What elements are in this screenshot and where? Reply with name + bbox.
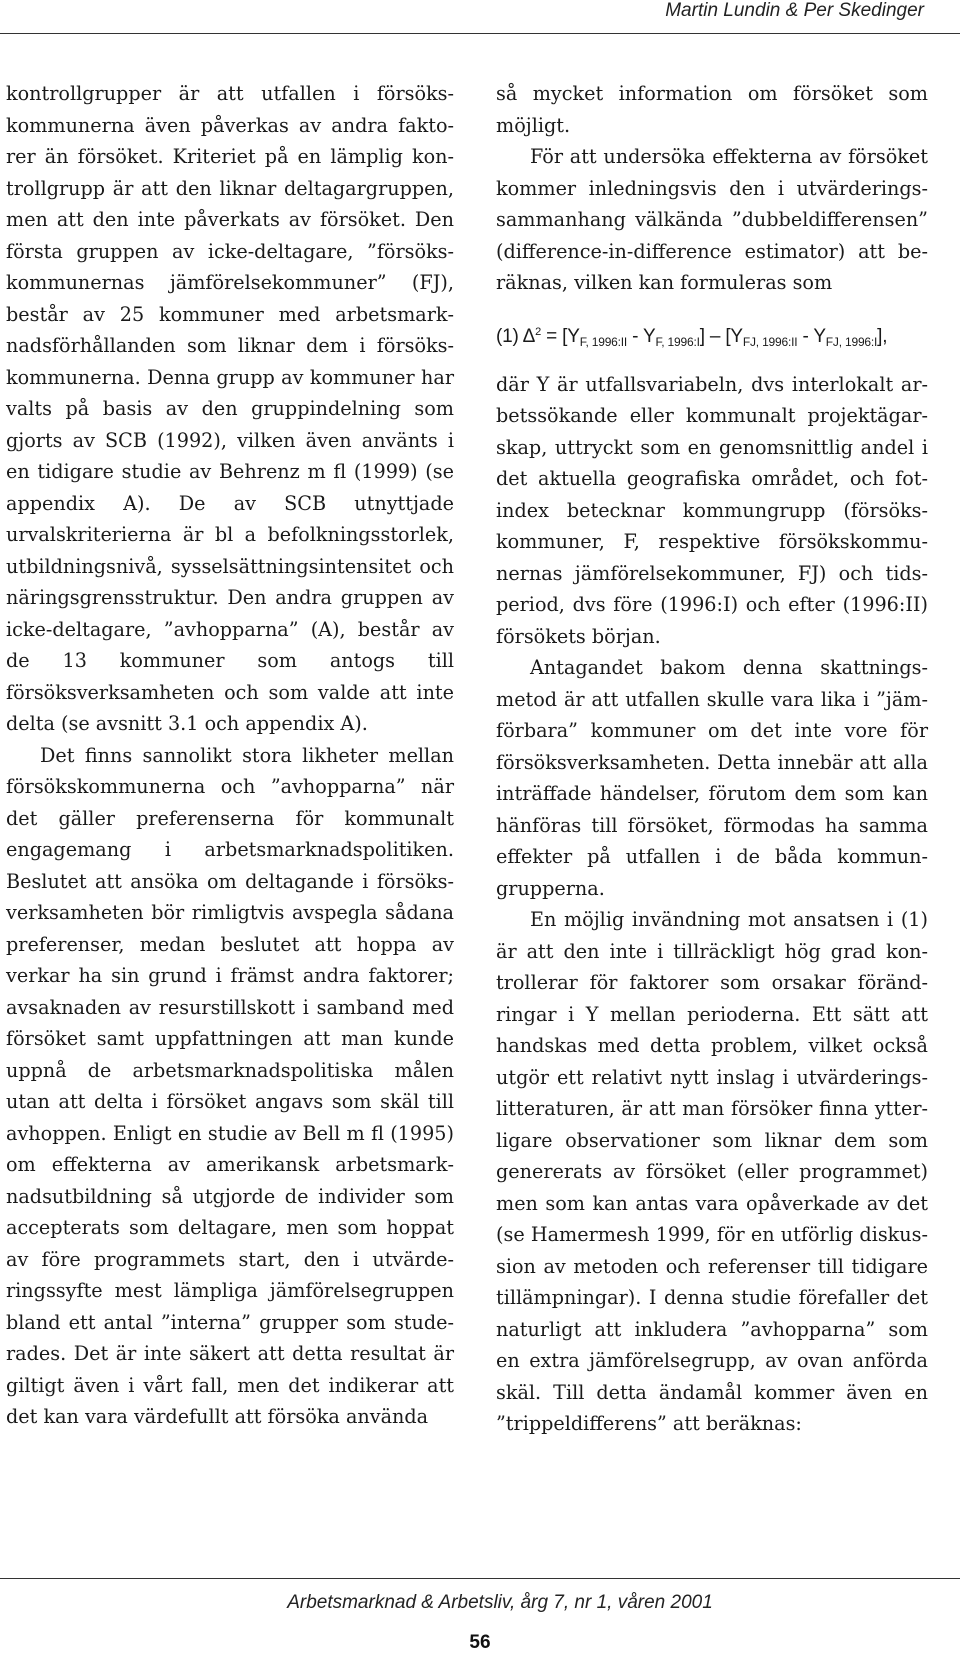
equation-part: ], — [877, 325, 888, 347]
header-divider — [0, 33, 960, 34]
paragraph: Antagandet bakom denna skattningsmetod är att utfallen skulle vara lika i ”jämförbara” kommuner om det inte vore för försöksverksamheten. Detta innebär att alla inträffade händelser, förutom dem som kan hänföras till försöket, förmodas ha samma effekter på utfallen i de båda kommungrupperna. — [496, 656, 928, 900]
footer-divider — [0, 1578, 960, 1579]
paragraph: För att undersöka effekterna av försöket kommer inledningsvis den i utvärderingssammanhang välkända ”dubbeldifferensen” (difference-in-difference estimator) att beräknas, vilken kan formuleras som — [496, 145, 928, 294]
paragraph: så mycket information om försöket som möjligt. — [496, 82, 928, 137]
equation-part: - Y — [797, 325, 826, 347]
subscript: F, 1996:II — [579, 334, 628, 349]
subscript: FJ, 1996:I — [825, 334, 878, 349]
equation-part: ] – [Y — [699, 325, 743, 347]
page-number: 56 — [469, 1632, 491, 1653]
delta-exponent: 2 — [535, 325, 542, 338]
subscript: F, 1996:I — [655, 334, 700, 349]
paragraph: kontrollgrupper är att utfallen i försökskommunerna även påverkas av andra faktorer än försöket. Kriteriet på en lämplig kontrollgrupp är att den liknar deltagargruppen, men att den inte påverkats av försöket. Den första gruppen av icke-deltagare, ”försökskommunernas jämförelsekommuner” (FJ), består av 25 kommuner med arbetsmarknadsförhållanden som liknar dem i försökskommunerna. Denna grupp av kommuner har valts på basis av den gruppindelning som gjorts av SCB (1992), vilken även använts i en tidigare studie av Behrenz m fl (1999) (se appendix A). De av SCB utnyttjade urvalskriterierna är bl a befolkningsstorlek, utbildningsnivå, sysselsättningsintensitet och näringsgrensstruktur. Den andra gruppen av icke-deltagare, ”avhopparna” (A), består av de 13 kommuner som antogs till försöksverksamheten och som valde att inte delta (se avsnitt 3.1 och appendix A). — [6, 82, 454, 735]
equation-1 — [496, 319, 928, 355]
right-column — [496, 78, 928, 1440]
equation-part: - Y — [627, 325, 656, 347]
equation-number: (1) — [496, 325, 519, 347]
subscript: FJ, 1996:II — [742, 334, 798, 349]
left-column — [6, 78, 454, 1433]
journal-citation: Arbetsmarknad & Arbetsliv, årg 7, nr 1, våren 2001 — [287, 1592, 713, 1613]
page-header — [0, 0, 960, 46]
paragraph: där Y är utfallsvariabeln, dvs interlokalt arbetssökande eller kommunalt projektägarskap, uttryckt som en genomsnittlig andel i det aktuella geografiska området, och fotindex betecknar kommungrupp (försökskommuner, F, respektive försökskommunernas jämförelsekommuner, FJ) och tidsperiod, dvs före (1996:I) och efter (1996:II) försökets början. — [496, 372, 928, 648]
running-title: Martin Lundin & Per Skedinger — [665, 0, 924, 21]
delta-symbol: Δ — [522, 325, 536, 347]
equation-part: = [Y — [541, 325, 580, 347]
paragraph: En möjlig invändning mot ansatsen i (1) är att den inte i tillräckligt hög grad kontrollerar för faktorer som orsakar förändringar i Y mellan perioderna. Ett sätt att handskas med detta problem, vilket också utgör ett relativt nytt inslag i utvärderingslitteraturen, är att man försöker finna ytterligare observationer som liknar dem som genererats av försöket (eller programmet) men som kan antas vara opåverkade av det (se Hamermesh 1999, för en utförlig diskussion av metoden och referenser till tidigare tillämpningar). I denna studie förefaller det naturligt att inkludera ”avhopparna” som en extra jämförelsegrupp, av ovan anförda skäl. Till detta ändamål kommer även en ”trippeldifferens” att beräknas: — [496, 908, 928, 1435]
paragraph: Det finns sannolikt stora likheter mellan försökskommunerna och ”avhopparna” när det gäller preferenserna för kommunalt engagemang i arbetsmarknadspolitiken. Beslutet att ansöka om deltagande i försöksverksamheten bör rimligtvis avspegla sådana preferenser, medan beslutet att hoppa av verkar ha sin grund i främst andra faktorer; avsaknaden av resurstillskott i samband med försöket samt uppfattningen att man kunde uppnå de arbetsmarknadspolitiska målen utan att delta i försöket angavs som skäl till avhoppen. Enligt en studie av Bell m fl (1995) om effekterna av amerikansk arbetsmarknadsutbildning så utgjorde de individer som accepterats som deltagare, men som hoppat av före programmets start, den i utvärderingssyfte mest lämpliga jämförelsegruppen bland ett antal ”interna” grupper som studerades. Det är inte säkert att detta resultat är giltigt även i vårt fall, men det indikerar att det kan vara värdefullt att försöka använda — [6, 743, 454, 1428]
